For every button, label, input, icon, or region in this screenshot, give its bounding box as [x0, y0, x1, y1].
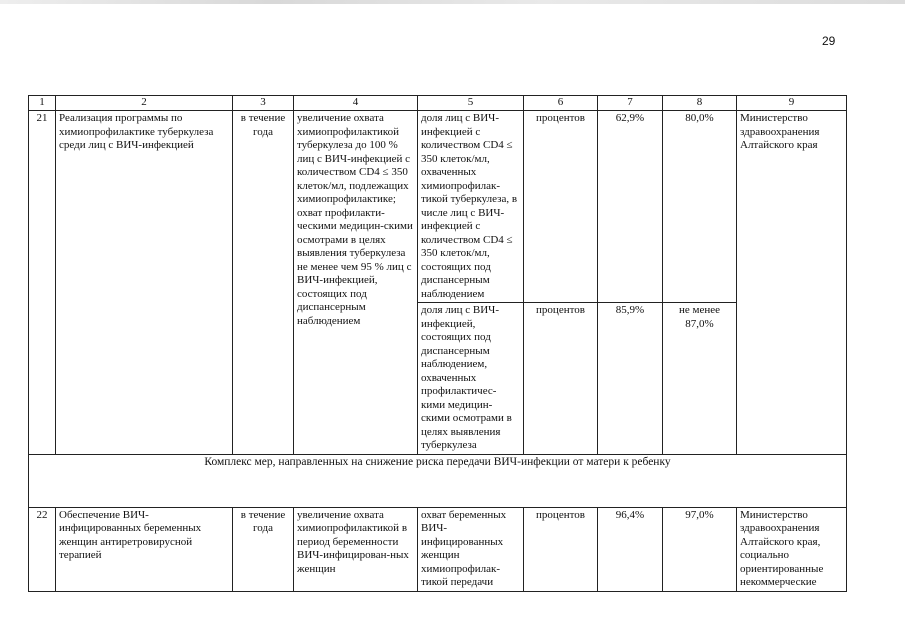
- col-header: 8: [663, 96, 737, 111]
- unit-cell: процентов: [524, 303, 598, 455]
- col-header: 9: [737, 96, 847, 111]
- col-header: 6: [524, 96, 598, 111]
- measure-name: Реализация программы по химиопрофилактике туберкулеза среди лиц с ВИЧ-инфекцией: [56, 111, 233, 455]
- base-value: 85,9%: [598, 303, 663, 455]
- measure-name: Обеспечение ВИЧ-инфицированных беременных женщин антиретровирусной терапией: [56, 507, 233, 591]
- section-title: Комплекс мер, направленных на снижение риска передачи ВИЧ-инфекции от матери к ребенку: [29, 454, 847, 507]
- col-header: 1: [29, 96, 56, 111]
- program-table: [28, 95, 847, 592]
- unit-cell: процентов: [524, 111, 598, 303]
- page-number: 29: [822, 34, 836, 48]
- scan-edge: [0, 0, 905, 4]
- row-number: 22: [29, 507, 56, 591]
- col-header: 5: [418, 96, 524, 111]
- row-number: 21: [29, 111, 56, 455]
- unit-cell: процентов: [524, 507, 598, 591]
- executor-cell: Министерство здравоохранения Алтайского края: [737, 111, 847, 455]
- expected-result: увеличение охвата химиопрофилактикой туберкулеза до 100 % лиц с ВИЧ-инфекцией с количеством CD4 ≤ 350 клеток/мл, подлежащих химиопрофилактике; охват профилакти-ческими медицин-скими осмотрами в целях выявления туберкулеза не менее чем 95 % лиц с ВИЧ-инфекцией, состоящих под диспансерным наблюдением: [294, 111, 418, 455]
- indicator-name: доля лиц с ВИЧ-инфекцией, состоящих под диспансерным наблюдением, охваченных профилактичес-кими медицин-скими осмотрами в целях выявления туберкулеза: [418, 303, 524, 455]
- base-value: 96,4%: [598, 507, 663, 591]
- target-value: 97,0%: [663, 507, 737, 591]
- indicator-name: доля лиц с ВИЧ-инфекцией с количеством CD4 ≤ 350 клеток/мл, охваченных химиопрофилак-тикой туберкулеза, в числе лиц с ВИЧ-инфекцией с количеством CD4 ≤ 350 клеток/мл, состоящих под диспансерным наблюдением: [418, 111, 524, 303]
- col-header: 7: [598, 96, 663, 111]
- col-header: 2: [56, 96, 233, 111]
- col-header: 3: [233, 96, 294, 111]
- table-row-22: [29, 507, 847, 591]
- target-value: не менее 87,0%: [663, 303, 737, 455]
- expected-result: увеличение охвата химиопрофилактикой в период беременности ВИЧ-инфицирован-ных женщин: [294, 507, 418, 591]
- executor-cell: Министерство здравоохранения Алтайского края, социально ориентированные некоммерческие: [737, 507, 847, 591]
- base-value: 62,9%: [598, 111, 663, 303]
- target-value: 80,0%: [663, 111, 737, 303]
- col-header: 4: [294, 96, 418, 111]
- column-numbers-row: [29, 96, 847, 111]
- term-cell: в течение года: [233, 111, 294, 455]
- table-row-21a: [29, 111, 847, 303]
- section-heading-row: [29, 454, 847, 507]
- indicator-name: охват беременных ВИЧ-инфицированных женщин химиопрофилак-тикой передачи: [418, 507, 524, 591]
- term-cell: в течение года: [233, 507, 294, 591]
